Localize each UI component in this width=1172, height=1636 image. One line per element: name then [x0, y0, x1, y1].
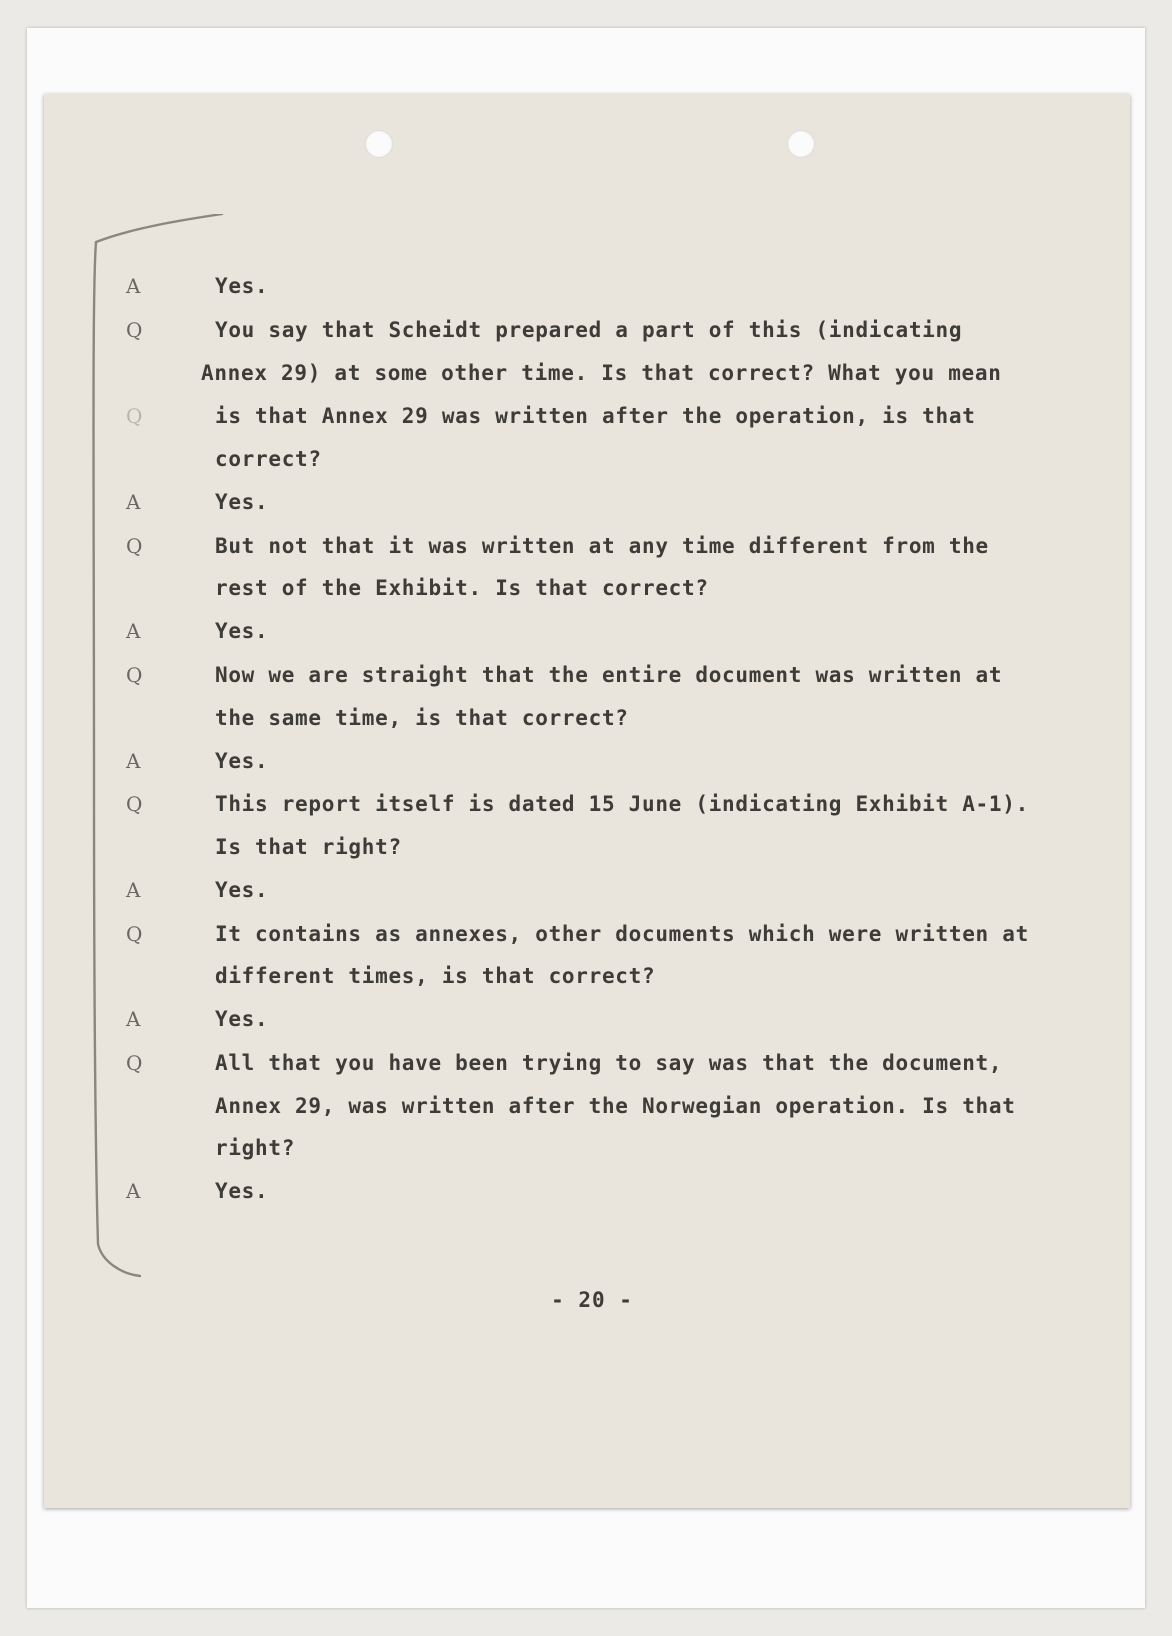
line-text: But not that it was written at any time different from the	[215, 534, 989, 558]
transcript-line	[44, 437, 1130, 481]
line-text: Yes.	[215, 1007, 269, 1031]
typed-page	[44, 94, 1130, 1508]
speaker-label: A	[126, 619, 141, 643]
speaker-label: Q	[126, 1051, 143, 1075]
transcript-line	[44, 1169, 1130, 1213]
speaker-label: A	[126, 1007, 141, 1031]
speaker-label: Q	[126, 318, 143, 342]
line-text: is that Annex 29 was written after the operation, is that	[215, 404, 976, 428]
transcript-line	[44, 782, 1130, 826]
punch-hole-left	[365, 130, 393, 158]
line-text: Annex 29) at some other time. Is that correct? What you mean	[201, 361, 1002, 385]
speaker-label: A	[126, 749, 141, 773]
line-text: All that you have been trying to say was that the document,	[215, 1051, 1003, 1075]
transcript-line	[44, 954, 1130, 998]
speaker-label: A	[126, 1179, 141, 1203]
line-text: This report itself is dated 15 June (indicating Exhibit A-1).	[215, 792, 1029, 816]
transcript-line	[44, 351, 1130, 395]
page-number: - 20 -	[551, 1288, 633, 1312]
transcript-line	[44, 609, 1130, 653]
line-text: Is that right?	[215, 835, 402, 859]
line-text: different times, is that correct?	[215, 964, 656, 988]
speaker-label: A	[126, 490, 141, 514]
transcript-line	[44, 308, 1130, 352]
speaker-label: Q	[126, 663, 143, 687]
transcript-line	[44, 264, 1130, 308]
speaker-label: Q	[126, 792, 143, 816]
transcript-line	[44, 394, 1130, 438]
line-text: Yes.	[215, 490, 269, 514]
line-text: It contains as annexes, other documents which were written at	[215, 922, 1029, 946]
line-text: Yes.	[215, 619, 269, 643]
line-text: Yes.	[215, 1179, 269, 1203]
line-text: Annex 29, was written after the Norwegian operation. Is that	[215, 1094, 1016, 1118]
line-text: the same time, is that correct?	[215, 706, 629, 730]
transcript-line	[44, 868, 1130, 912]
transcript-line	[44, 912, 1130, 956]
transcript-line	[44, 739, 1130, 783]
transcript-line	[44, 653, 1130, 697]
transcript-line	[44, 825, 1130, 869]
transcript-line	[44, 1084, 1130, 1128]
transcript-line	[44, 524, 1130, 568]
line-text: correct?	[215, 447, 322, 471]
transcript-line	[44, 997, 1130, 1041]
line-text: Yes.	[215, 878, 269, 902]
line-text: Now we are straight that the entire document was written at	[215, 663, 1003, 687]
transcript-line	[44, 566, 1130, 610]
speaker-label: A	[126, 274, 141, 298]
line-text: rest of the Exhibit. Is that correct?	[215, 576, 709, 600]
transcript-line	[44, 1126, 1130, 1170]
punch-hole-right	[787, 130, 815, 158]
speaker-label: Q	[126, 534, 143, 558]
speaker-label: Q	[126, 404, 143, 428]
line-text: Yes.	[215, 749, 269, 773]
speaker-label: Q	[126, 922, 143, 946]
line-text: Yes.	[215, 274, 269, 298]
transcript-line	[44, 696, 1130, 740]
line-text: You say that Scheidt prepared a part of this (indicating	[215, 318, 963, 342]
transcript-line	[44, 1041, 1130, 1085]
transcript-line	[44, 480, 1130, 524]
speaker-label: A	[126, 878, 141, 902]
line-text: right?	[215, 1136, 296, 1160]
